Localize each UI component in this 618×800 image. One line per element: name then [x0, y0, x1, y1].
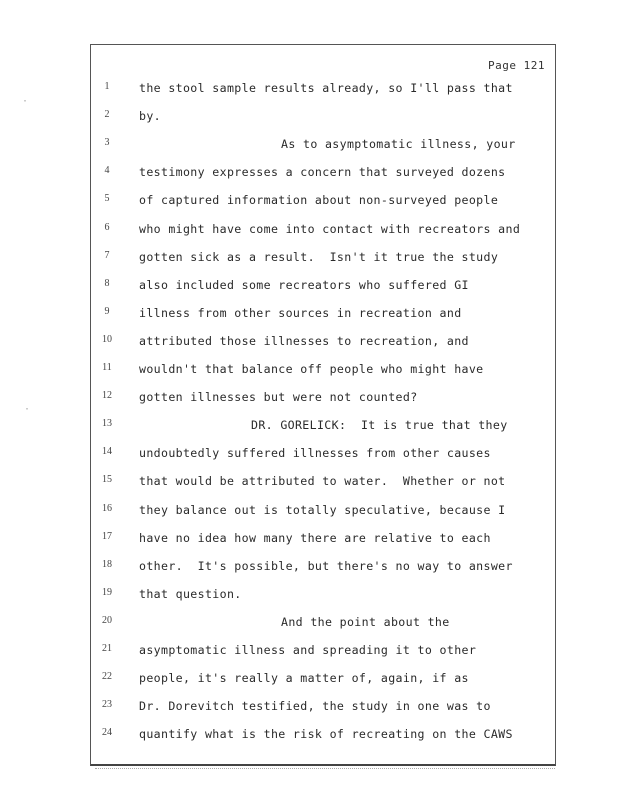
line-number: 17 — [102, 530, 112, 542]
line-text: gotten sick as a result. Isn't it true the study — [139, 249, 499, 264]
transcript-line — [91, 585, 557, 613]
line-text: wouldn't that balance off people who might have — [139, 362, 484, 376]
line-text: undoubtedly suffered illnesses from other causes — [139, 446, 491, 461]
line-number: 20 — [102, 614, 112, 626]
line-text: attributed those illnesses to recreation, and — [139, 333, 469, 348]
line-text: illness from other sources in recreation and — [139, 305, 462, 320]
margin-mark: · — [24, 404, 31, 415]
line-number: 6 — [104, 221, 110, 233]
line-text: have no idea how many there are relative to each — [139, 530, 491, 545]
line-number: 15 — [102, 474, 112, 486]
line-text: testimony expresses a concern that surveyed dozens — [139, 165, 506, 180]
transcript-line — [91, 360, 557, 388]
line-number: 1 — [104, 81, 110, 92]
line-text: quantify what is the risk of recreating on the CAWS — [139, 727, 513, 742]
transcript-line — [91, 304, 557, 332]
line-number: 23 — [102, 699, 112, 711]
transcript-line — [91, 163, 557, 191]
line-number: 21 — [102, 643, 112, 654]
scan-artifact — [95, 768, 555, 773]
transcript-line — [91, 501, 557, 529]
line-number: 18 — [102, 558, 112, 570]
line-text: of captured information about non-surveyed people — [139, 193, 499, 208]
transcript-line — [91, 276, 557, 304]
margin-mark: · — [22, 96, 29, 107]
line-text: who might have come into contact with recreators and — [139, 221, 521, 236]
transcript-line — [91, 641, 557, 669]
line-number: 24 — [102, 727, 112, 739]
line-number: 14 — [102, 446, 112, 458]
transcript-page — [90, 44, 556, 766]
line-number: 12 — [102, 390, 112, 402]
transcript-line — [91, 79, 557, 107]
transcript-line — [91, 248, 557, 276]
transcript-line — [91, 613, 557, 641]
transcript-line — [91, 529, 557, 557]
transcript-line — [91, 557, 557, 585]
transcript-line — [91, 107, 557, 135]
line-number: 3 — [104, 137, 110, 149]
line-text: Dr. Dorevitch testified, the study in one was to — [139, 699, 491, 714]
transcript-line — [91, 669, 557, 697]
line-number: 9 — [104, 305, 110, 317]
transcript-line — [91, 697, 557, 725]
line-number: 10 — [102, 333, 112, 345]
line-number: 4 — [104, 165, 110, 177]
line-text: other. It's possible, but there's no way to answer — [139, 558, 513, 573]
line-text: people, it's really a matter of, again, if as — [139, 671, 469, 686]
transcript-line — [91, 388, 557, 416]
transcript-line — [91, 191, 557, 219]
line-number: 16 — [102, 502, 112, 514]
line-text: by. — [139, 109, 161, 124]
transcript-line — [91, 135, 557, 163]
line-text: gotten illnesses but were not counted? — [139, 390, 418, 405]
page-number: Page 121 — [488, 59, 545, 72]
line-text: asymptomatic illness and spreading it to other — [139, 643, 477, 657]
line-number: 8 — [104, 277, 110, 289]
line-text: the stool sample results already, so I'll pass that — [139, 81, 513, 95]
line-number: 2 — [104, 109, 110, 121]
transcript-line — [91, 416, 557, 444]
line-text: that would be attributed to water. Whether or not — [139, 474, 506, 489]
transcript-line — [91, 444, 557, 472]
line-text: also included some recreators who suffered GI — [139, 277, 469, 292]
line-text: that question. — [139, 586, 242, 601]
line-number: 22 — [102, 671, 112, 683]
transcript-line — [91, 472, 557, 500]
line-text: And the point about the — [281, 614, 450, 629]
line-text: DR. GORELICK: It is true that they — [251, 418, 508, 433]
line-number: 13 — [102, 418, 112, 430]
transcript-line — [91, 332, 557, 360]
transcript-line — [91, 725, 557, 753]
transcript-line — [91, 220, 557, 248]
line-number: 11 — [102, 362, 112, 373]
line-text: As to asymptomatic illness, your — [281, 137, 516, 152]
line-number: 7 — [104, 249, 110, 261]
line-text: they balance out is totally speculative, because I — [139, 502, 506, 517]
line-number: 5 — [104, 193, 110, 205]
line-number: 19 — [102, 586, 112, 598]
